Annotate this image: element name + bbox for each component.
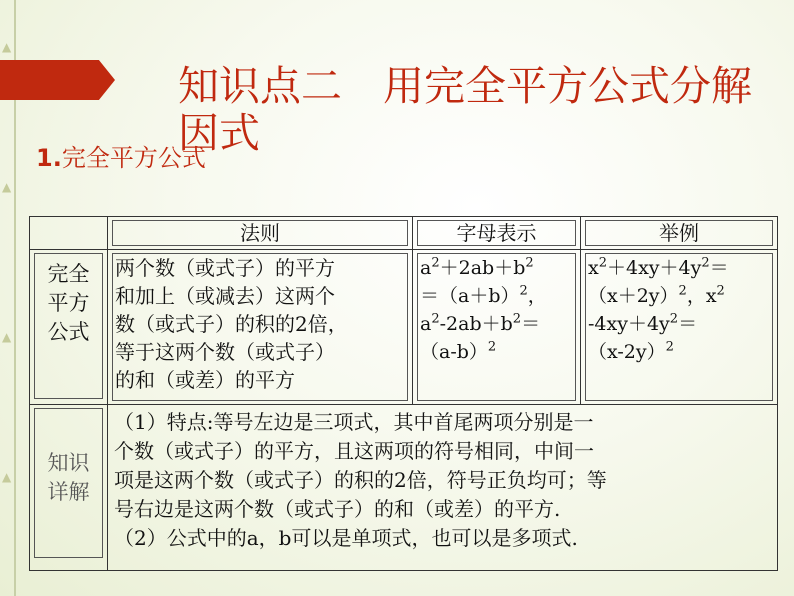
header-letter-form: 字母表示 <box>413 217 581 250</box>
triangle-icon: ▲ <box>2 330 12 344</box>
row-label-formula: 完全 平方 公式 <box>30 250 108 405</box>
header-rule: 法则 <box>108 217 413 250</box>
triangle-icon: ▲ <box>2 40 12 54</box>
section-subtitle <box>36 143 206 173</box>
slide-title: 知识点二 用完全平方公式分解因式 <box>178 62 752 157</box>
section-heading: 完全平方公式 <box>61 144 206 172</box>
rule-cell: 两个数（或式子）的平方 和加上（或减去）这两个 数（或式子）的积的2倍， 等于这两个数（或式子） 的和（或差）的平方 <box>108 250 413 405</box>
section-number: 1. <box>36 144 62 172</box>
triangle-icon: ▲ <box>2 180 12 194</box>
table-row <box>30 250 778 405</box>
header-example: 举例 <box>581 217 778 250</box>
table-row <box>30 405 778 571</box>
row-label-detail: 知识 详解 <box>30 405 108 571</box>
detail-cell: （1）特点:等号左边是三项式，其中首尾两项分别是一 个数（或式子）的平方，且这两项的符号相同，中间一 项是这两个数（或式子）的积的2倍，符号正负均可；等 号右边是这两个数（或式子）的和（或差）的平方. （2）公式中的a，b可以是单项式，也可以是多项式. <box>108 405 778 571</box>
header-empty <box>30 217 108 250</box>
red-arrow-banner <box>0 60 115 100</box>
table-header-row <box>30 217 778 250</box>
letter-form-cell: $a^2+2ab+b^2$ $=(a+b)^2$， $a^2-2ab+b^2=$ $(a-b)^2$ <box>413 250 581 405</box>
triangle-icon: ▲ <box>2 470 12 484</box>
example-cell: $x^2+4xy+4y^2=$ $(x+2y)^2$，$x^2$ $-4xy+4y^2=$ $(x-2y)^2$ <box>581 250 778 405</box>
formula-table <box>29 216 778 571</box>
